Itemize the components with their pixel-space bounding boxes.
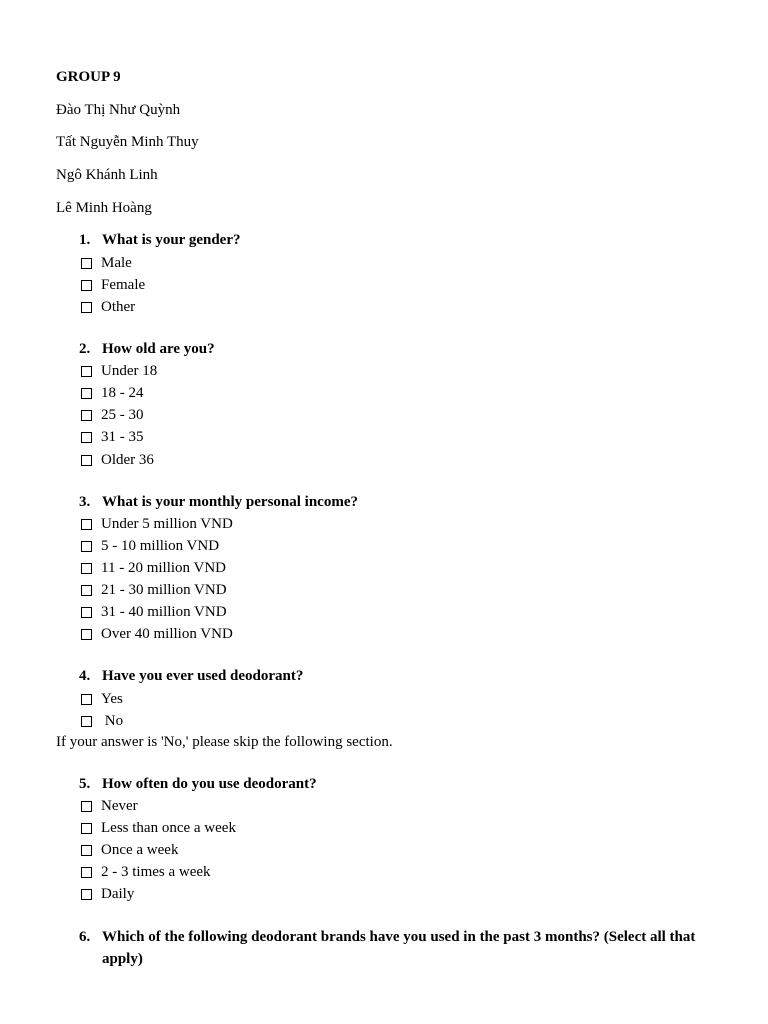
option-checkbox[interactable] xyxy=(81,406,144,424)
option-checkbox[interactable] xyxy=(81,559,226,577)
option-checkbox[interactable] xyxy=(81,276,145,294)
option-label: 25 - 30 xyxy=(101,407,144,423)
checkbox-icon[interactable] xyxy=(81,432,92,443)
option-label: Never xyxy=(101,798,138,814)
option-label: Over 40 million VND xyxy=(101,626,233,642)
checkbox-icon[interactable] xyxy=(81,258,92,269)
group-title: GROUP 9 xyxy=(56,69,121,85)
checkbox-icon[interactable] xyxy=(81,629,92,640)
option-label: Male xyxy=(101,255,132,271)
option-label: 31 - 35 xyxy=(101,429,144,445)
option-checkbox[interactable] xyxy=(81,362,157,380)
question-5 xyxy=(79,775,722,793)
checkbox-icon[interactable] xyxy=(81,302,92,313)
option-label: Older 36 xyxy=(101,452,154,468)
question-3 xyxy=(79,493,722,511)
question-text: What is your gender? xyxy=(102,232,241,248)
checkbox-icon[interactable] xyxy=(81,388,92,399)
option-checkbox[interactable] xyxy=(81,428,144,446)
option-label: Less than once a week xyxy=(101,820,236,836)
question-text: How old are you? xyxy=(102,341,215,357)
question-number: 3. xyxy=(79,494,91,510)
question-text: Which of the following deodorant brands have you used in the past 3 months? (Select all that apply) xyxy=(102,929,696,967)
option-checkbox[interactable] xyxy=(81,537,219,555)
checkbox-icon[interactable] xyxy=(81,694,92,705)
option-checkbox[interactable] xyxy=(81,819,236,837)
question-number: 6. xyxy=(79,929,91,945)
option-checkbox[interactable] xyxy=(81,863,211,881)
member-name: Đào Thị Như Quỳnh xyxy=(56,102,181,118)
question-2 xyxy=(79,340,722,358)
question-4 xyxy=(79,667,722,685)
option-label: Daily xyxy=(101,886,135,902)
option-checkbox[interactable] xyxy=(81,885,134,903)
checkbox-icon[interactable] xyxy=(81,519,92,530)
option-label: No xyxy=(101,713,124,729)
option-label: 11 - 20 million VND xyxy=(101,560,227,576)
member-name: Ngô Khánh Linh xyxy=(56,167,158,183)
checkbox-icon[interactable] xyxy=(81,845,92,856)
option-label: Yes xyxy=(101,691,123,707)
question-number: 5. xyxy=(79,776,91,792)
question-number: 1. xyxy=(79,232,91,248)
option-checkbox[interactable] xyxy=(81,690,123,708)
checkbox-icon[interactable] xyxy=(81,563,92,574)
option-label: 2 - 3 times a week xyxy=(101,864,211,880)
option-checkbox[interactable] xyxy=(81,384,144,402)
option-checkbox[interactable] xyxy=(81,515,233,533)
checkbox-icon[interactable] xyxy=(81,410,92,421)
option-checkbox[interactable] xyxy=(81,298,135,316)
option-checkbox[interactable] xyxy=(81,254,132,272)
member-name: Tất Nguyễn Minh Thuy xyxy=(56,134,199,150)
option-label: Under 5 million VND xyxy=(101,516,233,532)
checkbox-icon[interactable] xyxy=(81,867,92,878)
option-label: 5 - 10 million VND xyxy=(101,538,220,554)
skip-note: If your answer is 'No,' please skip the following section. xyxy=(56,734,393,750)
option-label: 31 - 40 million VND xyxy=(101,604,227,620)
checkbox-icon[interactable] xyxy=(81,366,92,377)
checkbox-icon[interactable] xyxy=(81,541,92,552)
option-label: Female xyxy=(101,277,146,293)
question-number: 4. xyxy=(79,668,91,684)
option-label: Under 18 xyxy=(101,363,158,379)
option-label: 18 - 24 xyxy=(101,385,144,401)
checkbox-icon[interactable] xyxy=(81,585,92,596)
option-label: 21 - 30 million VND xyxy=(101,582,227,598)
option-checkbox[interactable] xyxy=(81,451,154,469)
member-name: Lê Minh Hoàng xyxy=(56,200,152,216)
question-number: 2. xyxy=(79,341,91,357)
checkbox-icon[interactable] xyxy=(81,823,92,834)
checkbox-icon[interactable] xyxy=(81,455,92,466)
checkbox-icon[interactable] xyxy=(81,801,92,812)
option-checkbox[interactable] xyxy=(81,712,123,730)
checkbox-icon[interactable] xyxy=(81,716,92,727)
option-checkbox[interactable] xyxy=(81,581,227,599)
option-checkbox[interactable] xyxy=(81,625,233,643)
checkbox-icon[interactable] xyxy=(81,280,92,291)
option-label: Other xyxy=(101,299,136,315)
option-label: Once a week xyxy=(101,842,179,858)
option-checkbox[interactable] xyxy=(81,797,138,815)
option-checkbox[interactable] xyxy=(81,841,178,859)
question-6 xyxy=(79,926,722,970)
checkbox-icon[interactable] xyxy=(81,889,92,900)
question-text: How often do you use deodorant? xyxy=(102,776,317,792)
question-text: What is your monthly personal income? xyxy=(102,494,358,510)
question-text: Have you ever used deodorant? xyxy=(102,668,304,684)
checkbox-icon[interactable] xyxy=(81,607,92,618)
question-1 xyxy=(79,231,722,249)
option-checkbox[interactable] xyxy=(81,603,227,621)
